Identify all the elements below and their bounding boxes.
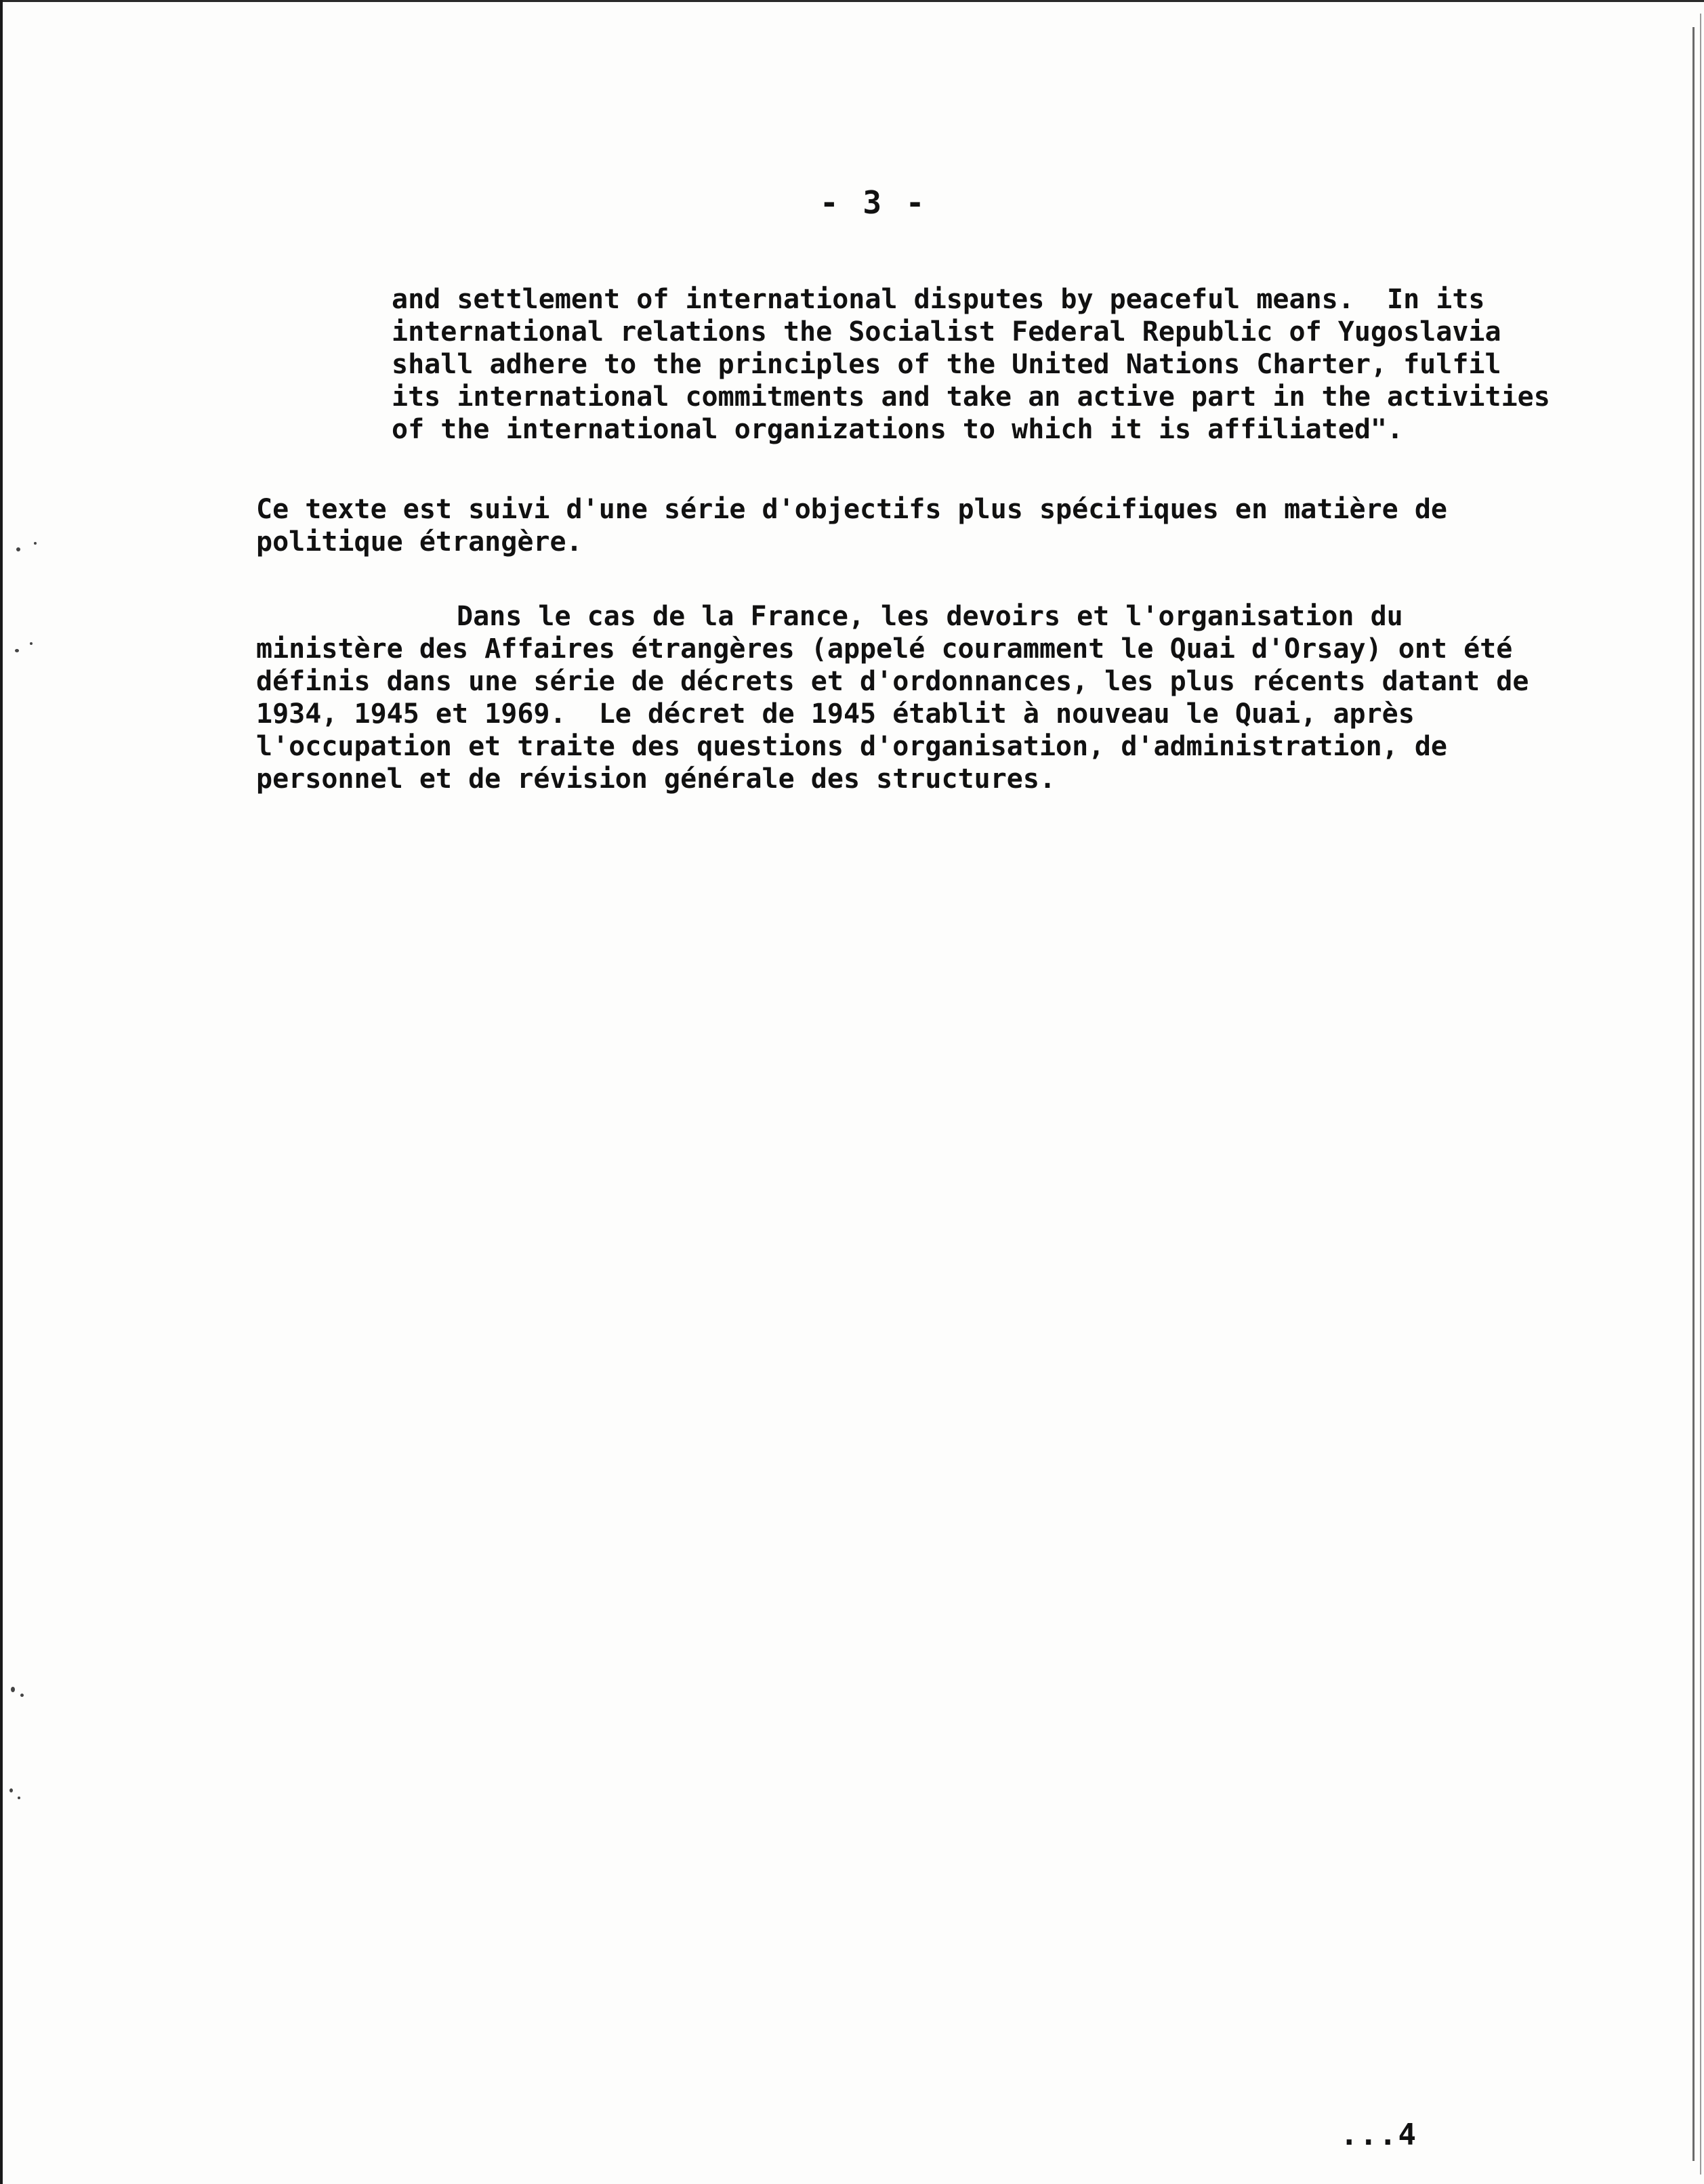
page-number: - 3 - [820,184,928,221]
scan-speck [18,1797,20,1799]
scan-edge-right-outer [1700,14,1701,2175]
scan-speck [20,1694,24,1697]
scan-edge-top [0,0,1704,2]
scan-speck [11,1687,15,1692]
paragraph-line: Dans le cas de la France, les devoirs et l'organisation du [457,601,1403,632]
paragraph-line: Ce texte est suivi d'une série d'objectifs plus spécifiques en matière de [256,494,1447,525]
paragraph-line: définis dans une série de décrets et d'ordonnances, les plus récents datant de [256,666,1529,697]
paragraph-line: 1934, 1945 et 1969. Le décret de 1945 établit à nouveau le Quai, après [256,698,1415,730]
quote-line: of the international organizations to which it is affiliated". [392,414,1404,445]
continuation-marker: ...4 [1340,2118,1417,2152]
quoted-passage [392,283,1550,446]
quote-line: shall adhere to the principles of the United Nations Charter, fulfil [392,349,1501,380]
paragraph-line: l'occupation et traite des questions d'organisation, d'administration, de [256,731,1447,762]
paragraph-france [256,600,1529,795]
quote-line: international relations the Socialist Federal Republic of Yugoslavia [392,316,1501,348]
paragraph-line: ministère des Affaires étrangères (appelé couramment le Quai d'Orsay) ont été [256,633,1513,665]
scan-speck [9,1788,13,1792]
quote-line: its international commitments and take an active part in the activities [392,381,1550,413]
scan-edge-left [0,0,3,2184]
paragraph-objectives [256,493,1447,558]
scan-speck [34,542,37,545]
scan-edge-right [1692,27,1695,2161]
scan-speck [16,547,20,551]
scan-speck [15,649,19,652]
quote-line: and settlement of international disputes by peaceful means. In its [392,284,1485,315]
scan-speck [30,642,33,645]
paragraph-line: politique étrangère. [256,526,583,558]
paragraph-line: personnel et de révision générale des structures. [256,763,1056,795]
